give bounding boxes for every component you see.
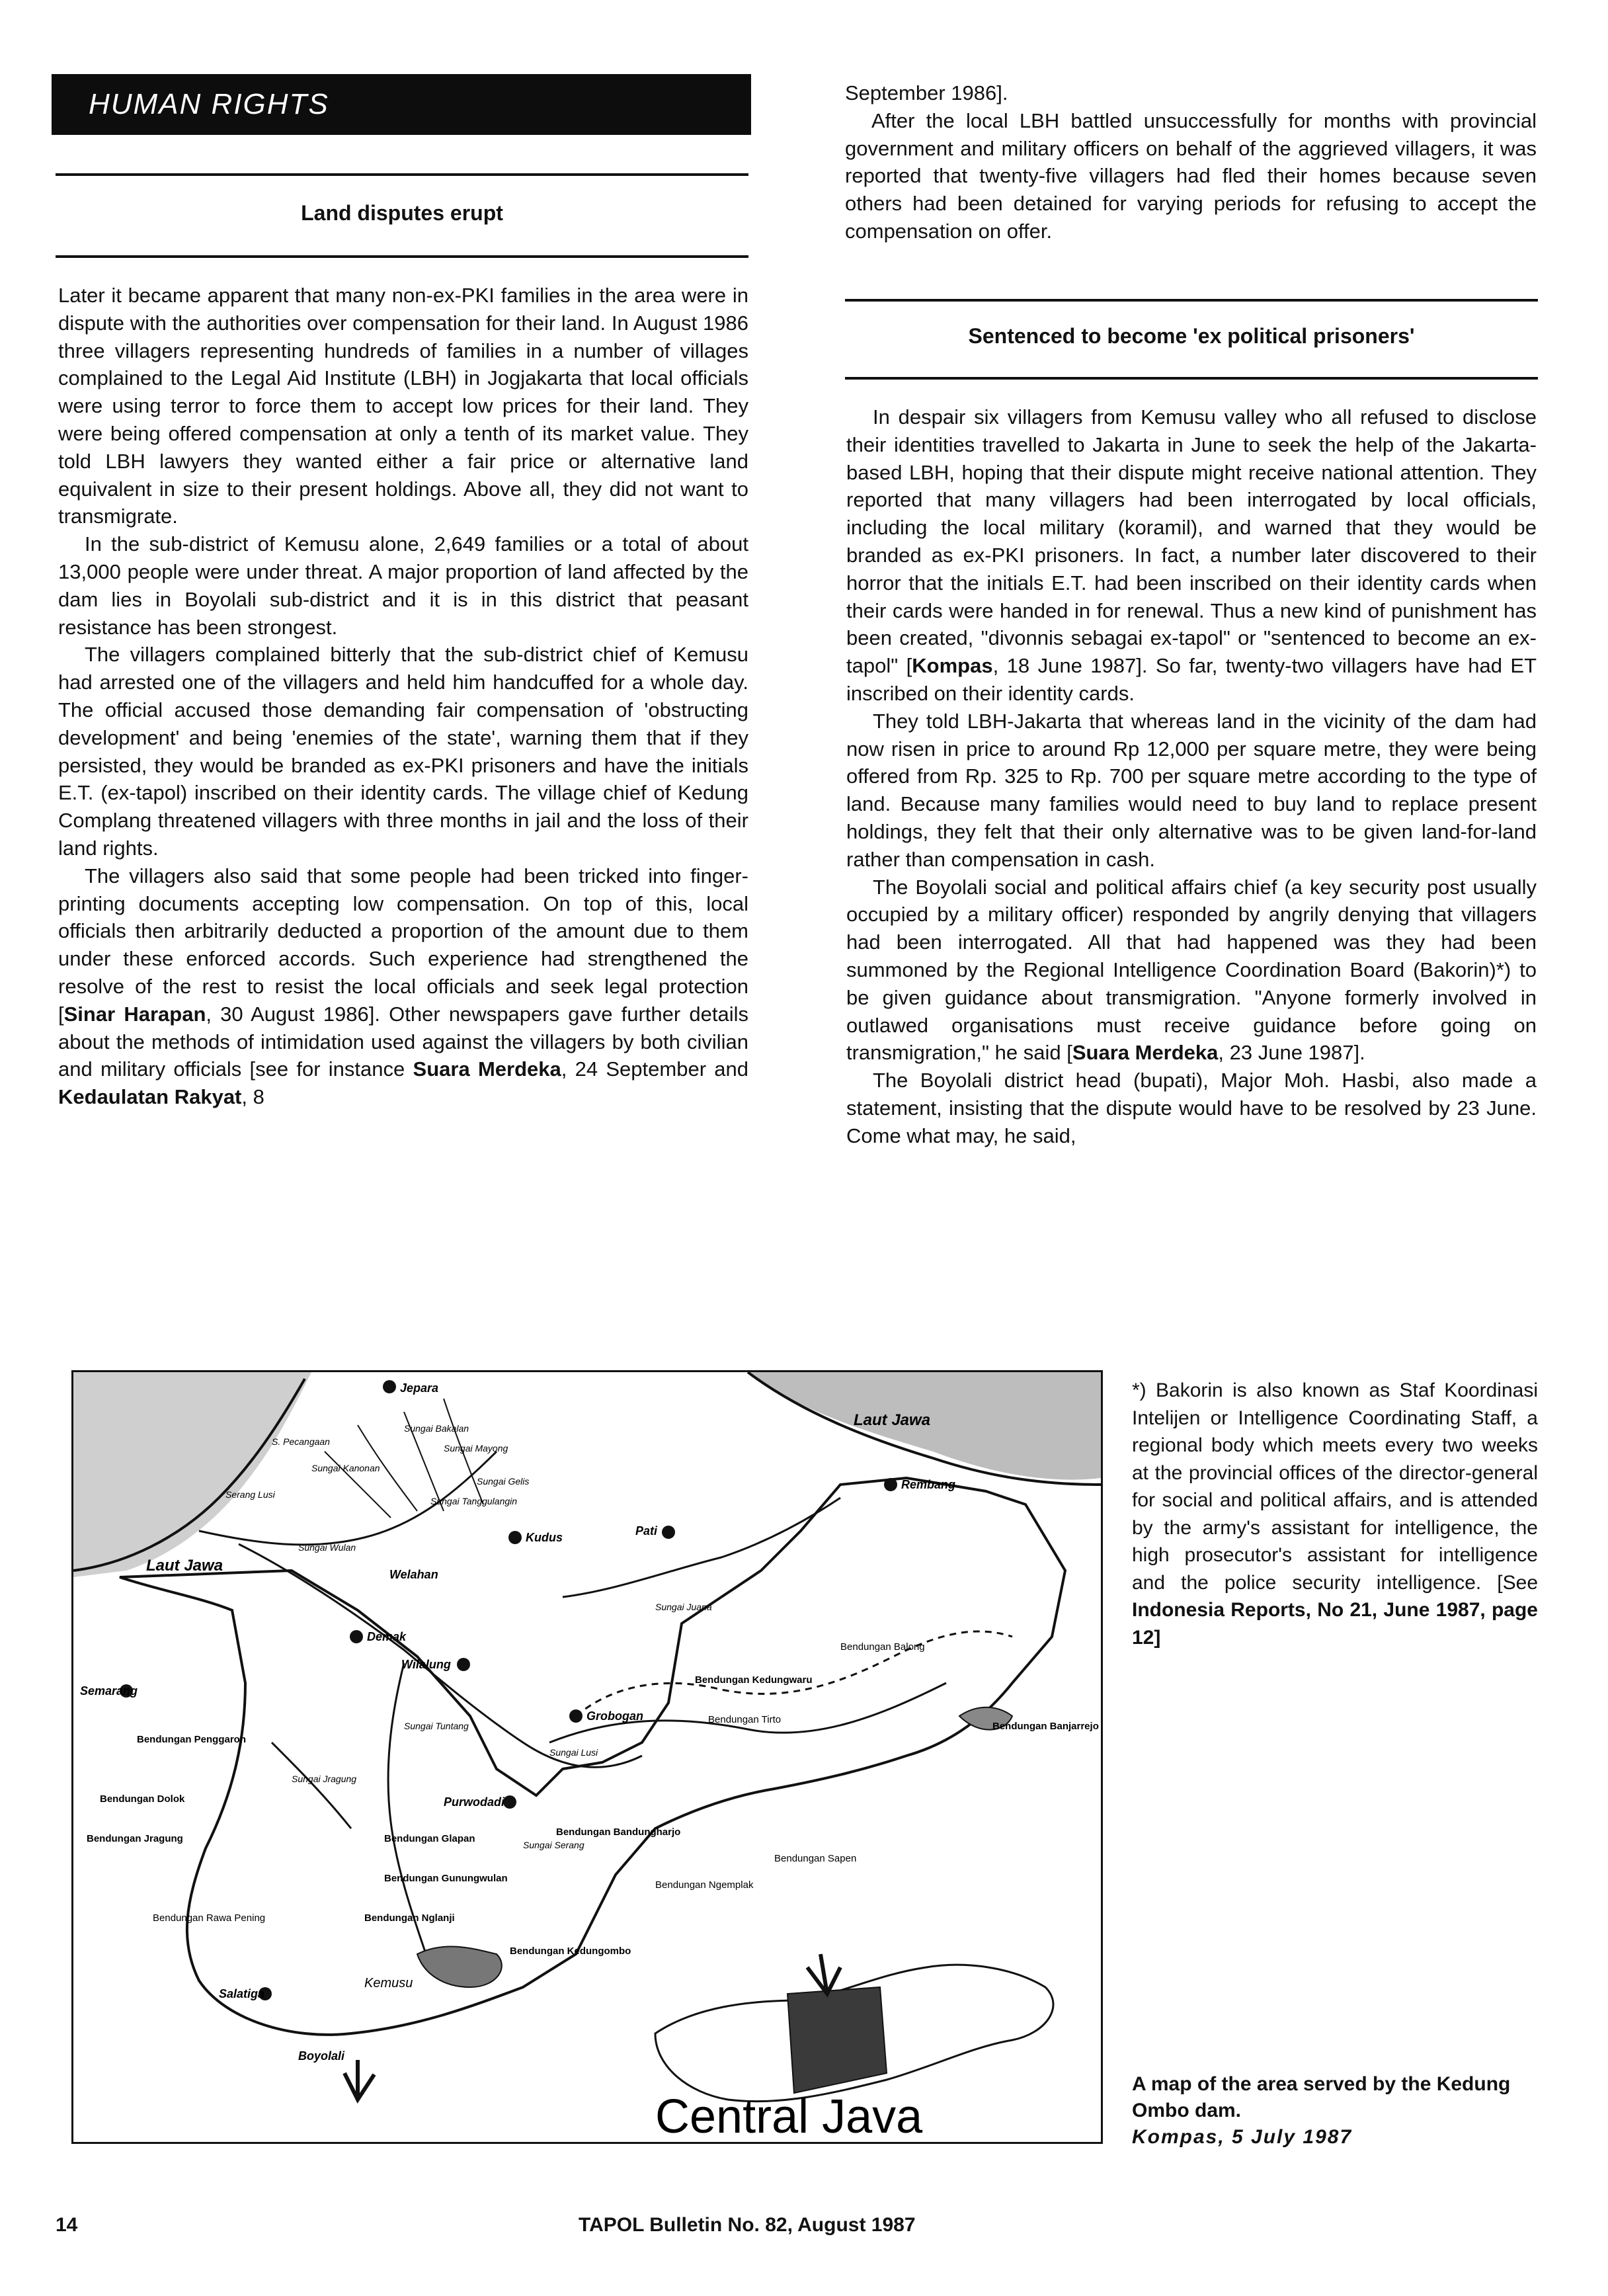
river-label: Serang Lusi	[225, 1489, 275, 1500]
river-jragung	[272, 1742, 351, 1828]
sea-west	[73, 1372, 311, 1577]
town-marker	[508, 1531, 522, 1544]
footnote-text: *) Bakorin is also known as Staf Koordinasi Intelijen or Intelligence Coordinating Staff, a regional body which meets every two weeks at the provincial offices of the director-general for social and political affairs, and is attended by the army's assistant for intelligence, the high prosecutor's assistant for intelligence and the police security intelligence. [See	[1132, 1379, 1538, 1594]
dam-label: Bendungan Nglanji	[364, 1912, 455, 1924]
text-span: , 18 June 1987]. So far, twenty-two villagers have had ET inscribed on their identity cards.	[846, 654, 1537, 705]
rule-top-left	[56, 173, 748, 176]
river-serang	[239, 1544, 642, 1767]
river-label: Sungai Wulan	[298, 1542, 356, 1553]
dam-label: Bendungan Dolok	[100, 1793, 185, 1805]
dam-label: Bendungan Bandungharjo	[556, 1826, 681, 1838]
town-marker	[457, 1658, 470, 1671]
text-span: The Boyolali social and political affairs chief (a key security post usually occupied by a military officer) responded by angrily denying that villagers had been interrogated. All that had happened was they had been summoned by the Regional Intelligence Coordination Board (Bakorin)*) to be given guidance about transmigration. "Anyone formerly involved in outlawed organisations must receive guidance before going on transmigration," he said [	[846, 875, 1537, 1065]
source-citation: Sinar Harapan	[63, 1002, 206, 1026]
dam-label: Bendungan Glapan	[384, 1833, 475, 1844]
text-span: , 30 August 1986]. Other newspapers gave further details about the methods of intimidation used against the villagers by both civilian and military officials [see for instance	[58, 1002, 748, 1081]
caption-text: A map of the area served by the Kedung Ombo dam.	[1132, 2073, 1511, 2121]
article1-paragraph	[58, 862, 748, 1111]
town-label: Grobogan	[586, 1709, 643, 1723]
river-label: Sungai Jragung	[292, 1774, 357, 1784]
dam-label: Bendungan Rawa Pening	[153, 1912, 266, 1924]
town-marker	[350, 1630, 363, 1643]
article1-paragraph: After the local LBH battled unsuccessfully for months with provincial government and military officers on behalf of the aggrieved villagers, it was reported that twenty-five villagers had fled their homes because seven others had been detained for varying periods for refusing to accept the compensation on offer.	[845, 108, 1537, 243]
dam-label: Bendungan Gunungwulan	[384, 1873, 508, 1884]
article2-title: Sentenced to become 'ex political prisoners'	[968, 324, 1415, 348]
dam-label: Bendungan Banjarrejo	[992, 1721, 1099, 1732]
town-marker	[884, 1478, 897, 1491]
town-label: Demak	[367, 1630, 407, 1643]
dam-label: Bendungan Sapen	[774, 1853, 857, 1864]
article2-paragraph	[846, 874, 1537, 1067]
dam-label: Bendungan Ngemplak	[655, 1879, 754, 1891]
town-label: Boyolali	[298, 2049, 345, 2063]
town-label: Salatiga	[219, 1987, 265, 2000]
map-title: Central Java	[655, 2090, 923, 2142]
publication-footer: TAPOL Bulletin No. 82, August 1987	[579, 2214, 916, 2236]
town-marker	[569, 1709, 583, 1723]
town-label: Welahan	[389, 1568, 438, 1581]
article1-continuation	[845, 79, 1537, 245]
article1-title: Land disputes erupt	[301, 201, 503, 225]
town-marker	[662, 1526, 675, 1539]
arrow-icon	[807, 1954, 840, 1994]
reservoir-kedungombo	[417, 1946, 502, 1987]
page-number: 14	[56, 2214, 78, 2236]
text-span: In despair six villagers from Kemusu valley who all refused to disclose their identities travelled to Jakarta in June to seek the help of the Jakarta-based LBH, hoping that their dispute might receive national attention. They reported that many villagers had been interrogated by local officials, including the local military (koramil), and warned that they would be branded as ex-PKI prisoners. In fact, a number later discovered to their horror that the initials E.T. had been inscribed on their identity cards when their cards were handed in for renewal. Thus a new kind of punishment has been created, "divonnis sebagai ex-tapol" or "sentenced to become an ex-tapol" [	[846, 405, 1537, 678]
source-citation: Suara Merdeka	[413, 1057, 561, 1081]
river-label: Sungai Kanonan	[311, 1463, 380, 1473]
text-span: The villagers also said that some people had been tricked into finger-printing documents accepting low compensation. On top of this, local officials then arbitrarily deducted a proportion of the amount due to them under these enforced accords. Such experience had strengthened the resolve of the rest to resist the local officials and seek legal protection [	[58, 864, 748, 1026]
river-juana	[563, 1498, 840, 1597]
article2-paragraph: They told LBH-Jakarta that whereas land in the vicinity of the dam had now risen in price to around Rp 12,000 per square metre, they were being offered from Rp. 325 to Rp. 700 per square metre according to the type of land. Because many families would need to buy land to replace present holdings, they felt that their only alternative was to be given land-for-land rather than compensation in cash.	[846, 709, 1537, 871]
river-label: Sungai Juana	[655, 1602, 712, 1612]
source-citation: Kompas	[912, 654, 993, 678]
article1-paragraph: The villagers complained bitterly that the sub-district chief of Kemusu had arrested one of the villagers and held him handcuffed for a whole day. The official accused those demanding fair compensation of 'obstructing development' and being 'enemies of the state', warning them that if they persisted, they would be branded as ex-PKI prisoners and have the initials E.T. (ex-tapol) inscribed on their identity cards. The village chief of Kedung Complang threatened villagers with three months in jail and the loss of their land rights.	[58, 643, 748, 860]
sea-label: Laut Jawa	[146, 1557, 223, 1575]
source-citation: Suara Merdeka	[1072, 1041, 1219, 1065]
town-label: Wilalung	[401, 1658, 451, 1671]
article2-paragraph	[846, 403, 1537, 708]
dam-label: Bendungan Jragung	[87, 1833, 183, 1844]
town-label: Kemusu	[364, 1976, 413, 1990]
river-label: Sungai Serang	[523, 1840, 584, 1850]
town-label: Semarang	[80, 1684, 138, 1698]
river-label: Sungai Gelis	[477, 1476, 530, 1487]
text-span: , 23 June 1987].	[1218, 1041, 1365, 1065]
town-label: Pati	[635, 1524, 658, 1538]
town-marker	[503, 1795, 516, 1809]
footnote-reference: Indonesia Reports, No 21, June 1987, page 12]	[1132, 1599, 1538, 1649]
article1-paragraph: Later it became apparent that many non-ex-PKI families in the area were in dispute with the authorities over compensation for their land. In August 1986 three villagers representing hundreds of families in a number of villages complained to the Legal Aid Institute (LBH) in Jogjakarta that local officials were using terror to force them to accept low prices for their land. They were being offered compensation at only a tenth of its market value. They told LBH lawyers they wanted either a fair price or alternative land equivalent in size to their present holdings. Above all, they did not want to transmigrate.	[58, 284, 748, 528]
source-citation: Kedaulatan Rakyat	[58, 1085, 242, 1109]
river-label: Sungai Tanggulangin	[430, 1496, 518, 1506]
town-marker	[383, 1380, 396, 1393]
rule-under-title-left	[56, 255, 748, 258]
dam-label: Bendungan Balong	[840, 1641, 925, 1653]
sea-label: Laut Jawa	[854, 1411, 931, 1429]
caption-source: Kompas, 5 July 1987	[1132, 2126, 1353, 2148]
river-label: Sungai Bakalan	[404, 1423, 469, 1434]
central-java-map	[73, 1372, 1101, 2142]
continuation-line: September 1986].	[845, 81, 1008, 104]
river-label: S. Pecangaan	[272, 1436, 330, 1447]
bakorin-footnote	[1132, 1377, 1538, 1651]
dam-label: Bendungan Tirto	[708, 1714, 782, 1725]
text-span: , 8	[241, 1085, 264, 1109]
arrow-icon	[344, 2060, 374, 2100]
town-label: Rembang	[901, 1478, 956, 1491]
dam-label: Bendungan Kedungwaru	[695, 1674, 813, 1686]
river-label: Sungai Lusi	[549, 1747, 598, 1758]
river-label: Sungai Mayong	[444, 1443, 508, 1454]
town-label: Jepara	[400, 1381, 439, 1395]
rule-top-right	[845, 299, 1538, 302]
article2-paragraph: The Boyolali district head (bupati), Major Moh. Hasbi, also made a statement, insisting that the dispute would have to be resolved by 23 June. Come what may, he said,	[846, 1069, 1537, 1147]
article2-body	[846, 403, 1537, 1150]
dam-label: Bendungan Kedungombo	[510, 1946, 631, 1957]
text-span: , 24 September and	[561, 1057, 749, 1081]
rule-under-title-right	[845, 377, 1538, 380]
town-label: Purwodadi	[444, 1795, 505, 1809]
article1-paragraph: In the sub-district of Kemusu alone, 2,649 families or a total of about 13,000 people were under threat. A major proportion of land affected by the dam lies in Boyolali sub-district and it is in this district that peasant resistance has been strongest.	[58, 532, 748, 639]
dam-label: Bendungan Penggaron	[137, 1734, 246, 1745]
town-label: Kudus	[526, 1531, 563, 1544]
map-caption	[1132, 2071, 1542, 2151]
inner-boundary	[576, 1631, 1012, 1716]
map-figure	[71, 1370, 1103, 2144]
section-banner: HUMAN RIGHTS	[52, 74, 751, 135]
river-label: Sungai Tuntang	[404, 1721, 469, 1731]
article1-body	[58, 282, 748, 1111]
